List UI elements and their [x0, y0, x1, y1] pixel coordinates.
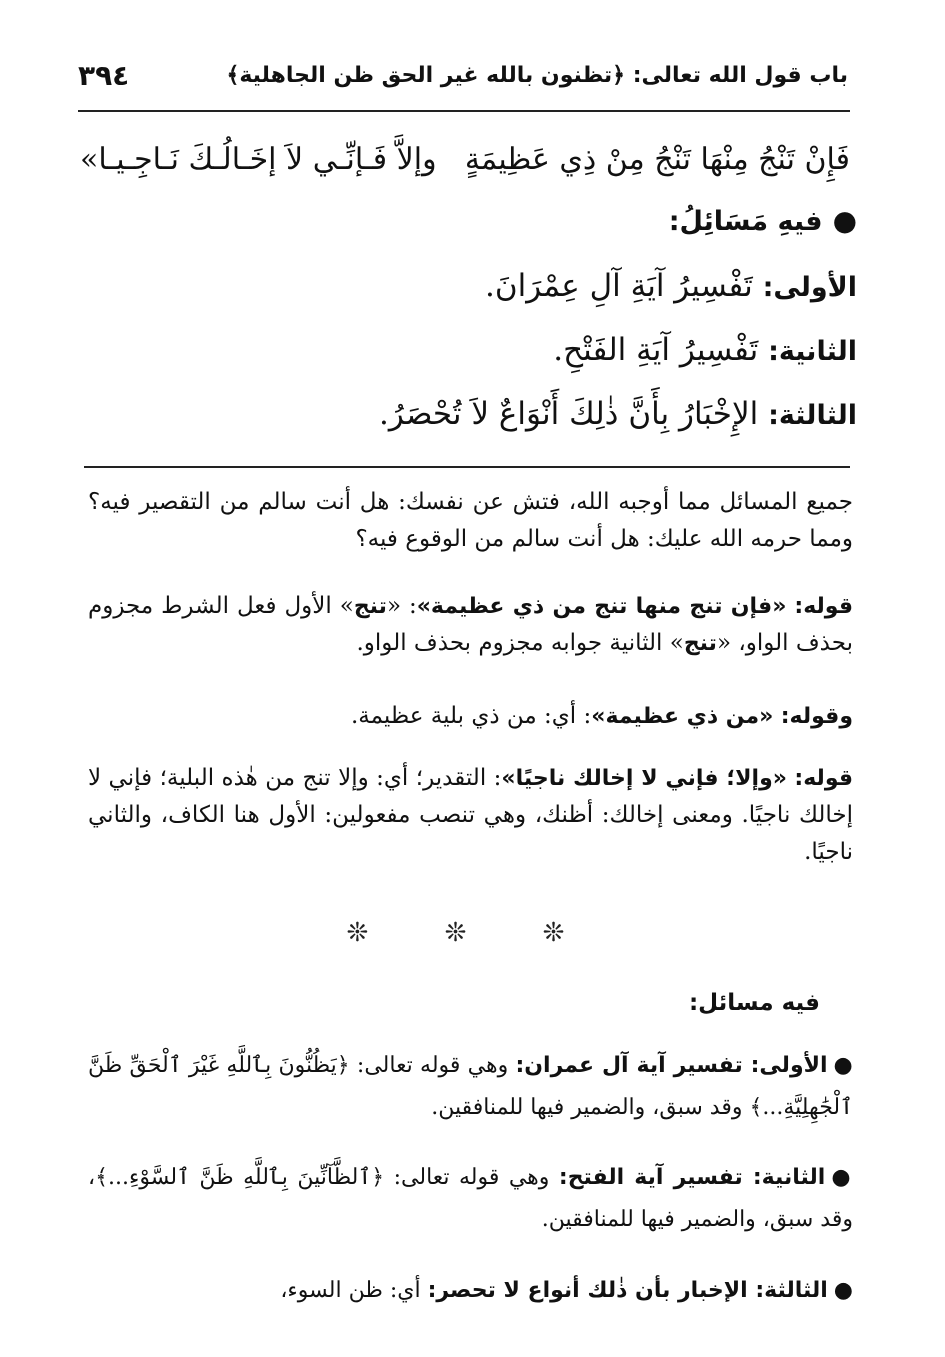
running-title: باب قول الله تعالى: ﴿تظنون بالله غير الحق ظن الجاهلية﴾: [226, 62, 848, 88]
commentary-paragraph: [88, 698, 853, 735]
issue-text: أي: ظن السوء،: [280, 1278, 428, 1303]
commentary-quote: «من ذي عظيمة»: [591, 704, 774, 729]
commentary-paragraph: [88, 760, 853, 871]
issue-item: [485, 262, 857, 312]
verse-second-hemistich: وإلاَّ فَـإنِّـي لاَ إخَـالُـكَ نَـاجِـيـا»: [80, 142, 437, 177]
issues-heading: [669, 196, 857, 246]
bullet-icon: ●: [831, 1165, 853, 1190]
bullet-icon: ●: [833, 1053, 853, 1078]
commentary-label: قوله:: [794, 594, 853, 619]
issues-heading-text: فيهِ مَسَائِلُ:: [668, 206, 823, 237]
issue-text: الإِخْبَارُ بِأَنَّ ذٰلِكَ أَنْوَاعٌ لاَ تُحْصَرُ.: [379, 396, 759, 432]
commentary-label: قوله:: [794, 766, 854, 791]
issue-label: الأولى: تفسير آية آل عمران:: [515, 1053, 828, 1078]
issue-explanation: [88, 1270, 853, 1312]
section-separator: ❊ ❊ ❊: [346, 918, 599, 948]
page-header: [78, 52, 848, 98]
commentary-quote: «وإلا؛ فإني لا إخالك ناجيًا»: [501, 766, 787, 791]
issue-explanation: [88, 1157, 853, 1241]
quran-quote: ﴿يَظُنُّونَ بِٱللَّهِ غَيْرَ ٱلْحَقِّ ظَنَّ ٱلْجَٰهِلِيَّةِ...﴾: [88, 1053, 853, 1120]
commentary-text: » الثانية جوابه مجزوم بحذف الواو.: [356, 630, 684, 656]
quran-quote: ﴿ٱلظَّآنِّينَ بِٱللَّهِ ظَنَّ ٱلسَّوْءِ...﴾: [95, 1165, 385, 1190]
commentary-divider: [84, 466, 850, 468]
commentary-text: : أي: من ذي بلية عظيمة.: [350, 703, 592, 729]
issue-label: الثانية: تفسير آية الفتح:: [558, 1165, 826, 1190]
commentary-term: تنج: [353, 594, 387, 619]
commentary-intro: جميع المسائل مما أوجبه الله، فتش عن نفسك: هل أنت سالم من التقصير فيه؟ ومما حرمه الله عليك: هل أنت سالم من الوقوع فيه؟: [88, 489, 853, 552]
issue-label: الثانية:: [768, 336, 857, 367]
commentary-quote: «فإن تنج منها تنج من ذي عظيمة»: [416, 594, 787, 619]
verse-first-hemistich: فَإِنْ تَنْجُ مِنْهَا تَنْجُ مِنْ ذِي عَظِيمَةٍ: [464, 142, 850, 177]
issue-label: الثالثة: الإخبار بأن ذٰلك أنواع لا تحصر:: [427, 1278, 828, 1303]
bullet-icon: ●: [832, 204, 857, 237]
poem-verse: [80, 135, 850, 185]
commentary-paragraph: [88, 588, 853, 662]
issues-commentary-heading: فيه مسائل:: [688, 990, 820, 1016]
commentary-text: : التقدير؛ أي: وإلا تنج من هٰذه البلية؛ فإني لا إخالك ناجيًا. ومعنى إخالك: أظنك، وهي تنصب مفعولين: الأول هنا الكاف، والثاني ناجيًا.: [88, 765, 853, 865]
issue-label: الأولى:: [762, 272, 857, 303]
issue-text: وهي قوله تعالى:: [349, 1053, 516, 1078]
issue-text: وقد سبق، والضمير فيها للمنافقين.: [431, 1095, 750, 1120]
issue-item: [379, 390, 857, 440]
commentary-text: : «: [386, 593, 417, 619]
commentary-label: وقوله:: [780, 704, 853, 729]
issue-text: وهي قوله تعالى:: [384, 1165, 559, 1190]
bullet-icon: ●: [833, 1278, 853, 1303]
issue-explanation: [88, 1045, 853, 1129]
issue-text: تَفْسِيرُ آيَةِ آلِ عِمْرَانَ.: [484, 268, 753, 304]
issue-label: الثالثة:: [768, 400, 857, 431]
page-number: ٣٩٤: [78, 58, 130, 92]
commentary-term: تنج: [683, 631, 717, 656]
issue-item: [553, 326, 857, 376]
commentary-text: » الأول فعل الشرط مجزوم بحذف الواو، «: [88, 593, 853, 656]
header-divider: [78, 110, 850, 112]
issue-text: ، وقد سبق، والضمير فيها للمنافقين.: [88, 1165, 853, 1232]
issue-text: تَفْسِيرُ آيَةِ الفَتْحِ.: [553, 332, 759, 368]
